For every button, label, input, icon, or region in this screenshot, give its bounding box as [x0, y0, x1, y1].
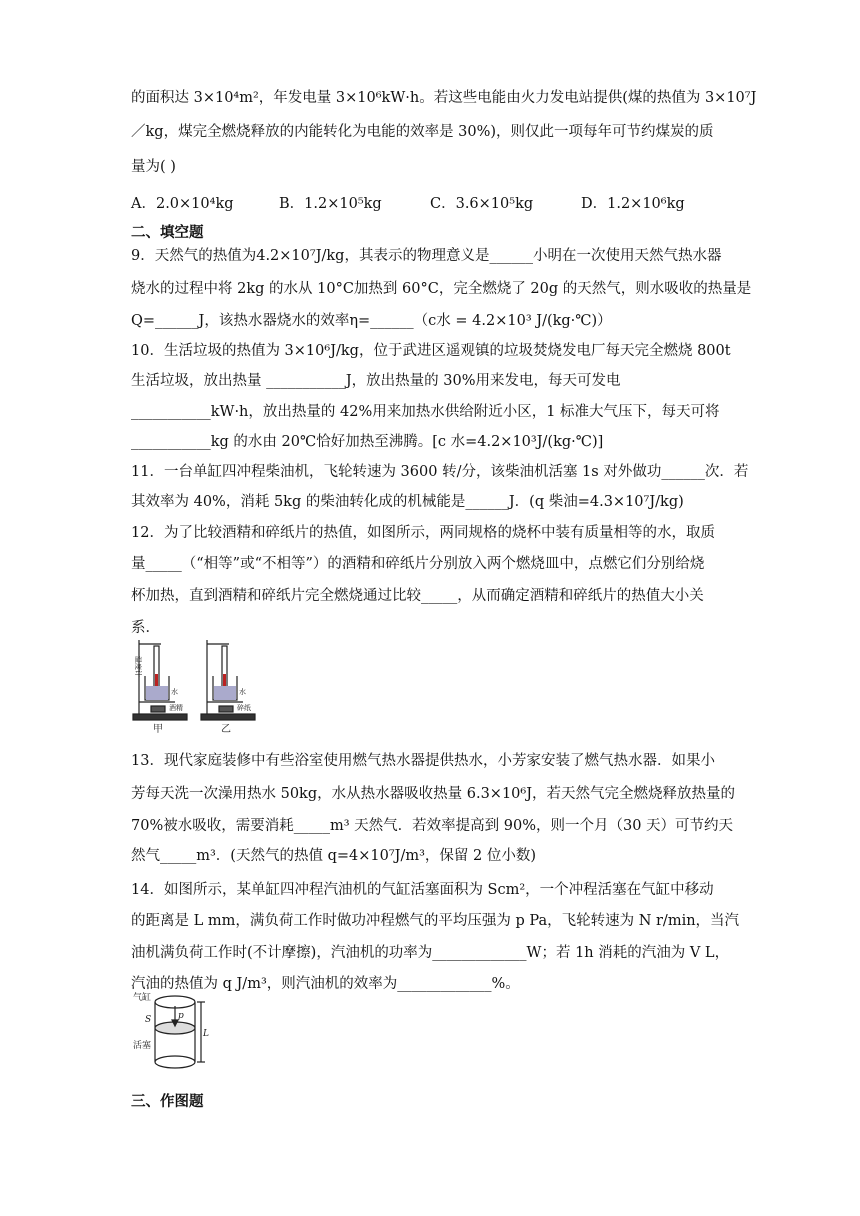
right-caption: 乙: [221, 724, 231, 735]
q12-line-1: 12．为了比较酒精和碎纸片的热值，如图所示，两同规格的烧杯中装有质量相等的水，取质: [131, 525, 715, 541]
q12-line-2: 量_____（“相等”或“不相等”）的酒精和碎纸片分别放入两个燃烧皿中，点燃它们分别给烧: [131, 556, 705, 572]
q11-line-2: 其效率为 40%，消耗 5kg 的柴油转化成的机械能是______J．(q 柴油=4.3×10⁷J/kg): [131, 494, 684, 510]
q11-line-1: 11．一台单缸四冲程柴油机，飞轮转速为 3600 转/分，该柴油机活塞 1s 对外做功______次．若: [131, 464, 749, 480]
q10-line-1: 10．生活垃圾的热值为 3×10⁶J/kg，位于武进区遥观镇的垃圾焚烧发电厂每天完全燃烧 800t: [131, 343, 731, 359]
q9-line-2: 烧水的过程中将 2kg 的水从 10°C加热到 60°C，完全燃烧了 20g 的天然气，则水吸收的热量是: [131, 281, 752, 297]
q12-figure-burning-apparatus: [131, 636, 261, 736]
cylinder-label: 气缸: [133, 993, 152, 1003]
left-fuel-label: 酒精: [169, 704, 183, 712]
q14-line-3: 油机满负荷工作时(不计摩擦)，汽油机的功率为_____________W；若 1h 消耗的汽油为 V L，: [131, 945, 730, 961]
cylinder-drawing: [155, 996, 205, 1068]
q10-line-3: ___________kW·h，放出热量的 42%用来加热水供给附近小区，1 标准大气压下，每天可将: [131, 404, 720, 420]
q14-figure-cylinder: [131, 988, 211, 1078]
q14-line-2: 的距离是 L mm，满负荷工作时做功冲程燃气的平均压强为 p Pa，飞轮转速为 N r/min，当汽: [131, 913, 740, 929]
q13-line-1: 13．现代家庭装修中有些浴室使用燃气热水器提供热水，小芳家安装了燃气热水器．如果小: [131, 753, 715, 769]
q10-line-2: 生活垃圾，放出热量 ___________J，放出热量的 30%用来发电，每天可发电: [131, 373, 621, 389]
q12-line-4: 系．: [131, 620, 160, 636]
section-heading-draw: 三、作图题: [131, 1094, 204, 1110]
q8-option-b[interactable]: B．1.2×10⁵kg: [279, 196, 382, 212]
q13-line-3: 70%被水吸收，需要消耗_____m³ 天然气．若效率提高到 90%，则一个月（30 天）可节约天: [131, 818, 734, 834]
piston-label: 活塞: [133, 1041, 152, 1051]
q13-line-4: 然气_____m³．(天然气的热值 q=4×10⁷J/m³，保留 2 位小数): [131, 848, 537, 864]
q8-option-d[interactable]: D．1.2×10⁶kg: [581, 196, 685, 212]
right-fuel-label: 碎纸: [237, 704, 251, 712]
pressure-label: p: [178, 1011, 184, 1021]
q12-line-3: 杯加热，直到酒精和碎纸片完全燃烧通过比较_____，从而确定酒精和碎纸片的热值大小关: [131, 588, 704, 604]
q9-line-3: Q=______J，该热水器烧水的效率η=______（c水 = 4.2×10³ J/(kg·℃)）: [131, 313, 612, 329]
q14-line-1: 14．如图所示，某单缸四冲程汽油机的气缸活塞面积为 Scm²，一个冲程活塞在气缸中移动: [131, 882, 714, 898]
q10-line-4: ___________kg 的水由 20℃恰好加热至沸腾。[c 水=4.2×10³J/(kg·℃)]: [131, 434, 604, 450]
left-thermometer-label: 温度计: [134, 656, 142, 677]
q8-line-3: 量为( ): [131, 159, 176, 175]
left-caption: 甲: [153, 724, 163, 735]
q13-line-2: 芳每天洗一次澡用热水 50kg，水从热水器吸收热量 6.3×10⁶J，若天然气完全燃烧释放热量的: [131, 786, 736, 802]
length-label: L: [203, 1029, 209, 1039]
q8-line-2: ／kg，煤完全燃烧释放的内能转化为电能的效率是 30%)，则仅此一项每年可节约煤炭的质: [131, 124, 714, 140]
right-water-label: 水: [239, 688, 246, 696]
area-label: S: [145, 1015, 152, 1025]
q9-line-1: 9．天然气的热值为4.2×10⁷J/kg，其表示的物理意义是______小明在一次使用天然气热水器: [131, 248, 722, 264]
left-water-label: 水: [171, 688, 178, 696]
q14-line-4: 汽油的热值为 q J/m³，则汽油机的效率为_____________%。: [131, 976, 520, 992]
section-heading-fill: 二、填空题: [131, 225, 204, 241]
q8-line-1: 的面积达 3×10⁴m²，年发电量 3×10⁶kW·h。若这些电能由火力发电站提供(煤的热值为 3×10⁷J: [131, 90, 757, 106]
q8-option-c[interactable]: C．3.6×10⁵kg: [430, 196, 534, 212]
q8-option-a[interactable]: A．2.0×10⁴kg: [131, 196, 234, 212]
